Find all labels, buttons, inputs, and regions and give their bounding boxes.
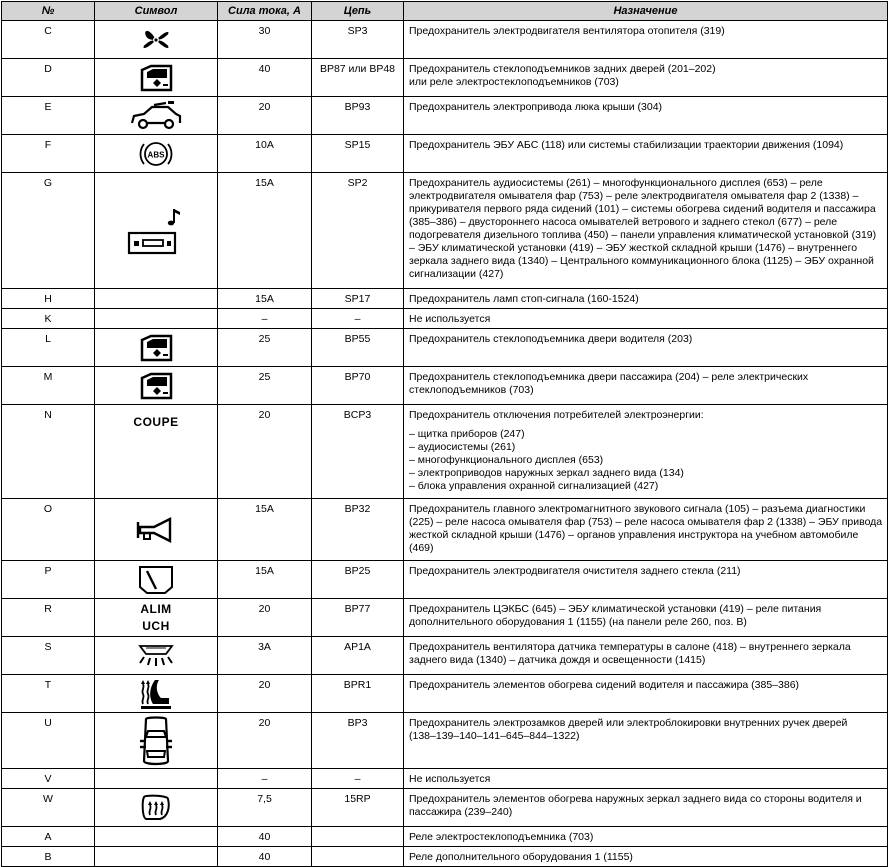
fuse-purpose <box>404 173 888 289</box>
fuse-id: S <box>2 637 95 675</box>
purpose-list-item: – многофункционального дисплея (653) <box>409 454 604 466</box>
fuse-amps: 40 <box>218 847 312 867</box>
fuse-id: F <box>2 135 95 173</box>
fuse-amps: 20 <box>218 675 312 713</box>
fuse-circuit <box>312 827 404 847</box>
purpose-line: Предохранитель ЦЭКБС (645) – ЭБУ климатической установки (419) – реле питания дополнительного оборудования 1 (1155) (на панели реле 260, поз. B) <box>409 603 822 628</box>
fuse-id: V <box>2 769 95 789</box>
fuse-amps: 15A <box>218 289 312 309</box>
fuse-amps: 7,5 <box>218 789 312 827</box>
fuse-symbol <box>95 329 218 367</box>
fuse-purpose <box>404 329 888 367</box>
fuse-symbol <box>95 21 218 59</box>
fuse-amps: 20 <box>218 713 312 769</box>
table-row <box>2 499 888 561</box>
table-row <box>2 329 888 367</box>
table-row <box>2 21 888 59</box>
fuse-id: T <box>2 675 95 713</box>
fuse-id: O <box>2 499 95 561</box>
table-row <box>2 769 888 789</box>
fuse-amps: 15A <box>218 173 312 289</box>
fuse-amps: – <box>218 309 312 329</box>
fuse-table <box>1 1 888 867</box>
interior-light-icon <box>136 649 176 661</box>
fuse-amps: 15A <box>218 561 312 599</box>
purpose-line: Предохранитель вентилятора датчика температуры в салоне (418) – внутреннего зеркала заднего вида (1340) – датчика дождя и освещенности (1415) <box>409 641 851 666</box>
fuse-amps: 3A <box>218 637 312 675</box>
fuse-circuit: 15RP <box>312 789 404 827</box>
fuse-purpose <box>404 309 888 329</box>
fuse-purpose <box>404 59 888 97</box>
header-circuit: Цепь <box>312 2 404 21</box>
fuse-amps: 10A <box>218 135 312 173</box>
purpose-line: Реле электростеклоподъемника (703) <box>409 831 594 843</box>
heated-seat-icon <box>139 687 173 699</box>
fuse-circuit: BP77 <box>312 599 404 637</box>
fuse-symbol <box>95 173 218 289</box>
fuse-id: K <box>2 309 95 329</box>
svg-text:ABS: ABS <box>147 150 165 159</box>
fuse-symbol <box>95 827 218 847</box>
fuse-circuit: BCP3 <box>312 405 404 499</box>
header-num: № <box>2 2 95 21</box>
window-lift-icon <box>139 379 173 391</box>
symbol-text: COUPE <box>133 415 179 429</box>
table-row <box>2 599 888 637</box>
fuse-circuit: SP15 <box>312 135 404 173</box>
window-lift-icon <box>139 341 173 353</box>
table-row <box>2 173 888 289</box>
fuse-circuit: BP70 <box>312 367 404 405</box>
fuse-symbol <box>95 135 218 173</box>
fuse-id: G <box>2 173 95 289</box>
fuse-symbol <box>95 405 218 499</box>
fuse-symbol <box>95 289 218 309</box>
fuse-circuit: SP3 <box>312 21 404 59</box>
fuse-amps: 20 <box>218 599 312 637</box>
purpose-line: Предохранитель электродвигателя вентилятора отопителя (319) <box>409 25 725 37</box>
fuse-id: H <box>2 289 95 309</box>
table-row <box>2 713 888 769</box>
heated-mirror-icon <box>138 801 174 813</box>
fuse-symbol <box>95 309 218 329</box>
purpose-line: Предохранитель ламп стоп-сигнала (160-1524) <box>409 293 639 305</box>
fuse-symbol <box>95 97 218 135</box>
purpose-line: Предохранитель ЭБУ АБС (118) или системы стабилизации траектории движения (1094) <box>409 139 844 151</box>
audio-icon <box>127 224 185 236</box>
fuse-symbol <box>95 675 218 713</box>
purpose-line: Предохранитель элементов обогрева наружных зеркал заднего вида со стороны водителя и пассажира (239–240) <box>409 793 862 818</box>
abs-icon <box>138 147 174 159</box>
fuse-id: E <box>2 97 95 135</box>
fuse-circuit: – <box>312 309 404 329</box>
fuse-purpose <box>404 789 888 827</box>
fuse-circuit: BP55 <box>312 329 404 367</box>
fuse-purpose <box>404 405 888 499</box>
fuse-symbol <box>95 59 218 97</box>
fuse-circuit: SP17 <box>312 289 404 309</box>
purpose-line: Предохранитель аудиосистемы (261) – многофункционального дисплея (653) – реле электродвигателя омывателя фар (753) – реле электродвигателя омывателя фар 2 (1338) – прикуривателя первого ряда сидений (101) – системы обогрева сидений водителя и пассажира (385–386) – двустороннего насоса омывателей ветрового и заднего стекол (677) – реле подогревателя дизельного топлива (450) – панели управления климатической установкой (319) – ЭБУ климатической установки (419) – ЭБУ жесткой складной крыши (1476) – внутреннего зеркала заднего вида (1340) – Центрального коммуникационного блока (1125) – ЭБУ охранной сигнализации (427) <box>409 177 877 280</box>
fuse-symbol <box>95 637 218 675</box>
table-row <box>2 405 888 499</box>
table-row <box>2 135 888 173</box>
fuse-id: C <box>2 21 95 59</box>
fuse-circuit: BPR1 <box>312 675 404 713</box>
purpose-list-item: – электроприводов наружных зеркал заднего вида (134) <box>409 467 684 479</box>
fuse-id: W <box>2 789 95 827</box>
purpose-line: Предохранитель стеклоподъемника двери пассажира (204) – реле электрических стеклоподъемников (703) <box>409 371 809 396</box>
fuse-id: L <box>2 329 95 367</box>
purpose-line: (138–139–140–141–645–844–1322) <box>409 730 580 742</box>
sunroof-icon <box>128 109 184 121</box>
fuse-id: A <box>2 827 95 847</box>
purpose-line: или реле электростеклоподъемников (703) <box>409 76 619 88</box>
table-row <box>2 289 888 309</box>
fuse-purpose <box>404 499 888 561</box>
table-row <box>2 59 888 97</box>
header-purpose: Назначение <box>404 2 888 21</box>
header-row <box>2 2 888 21</box>
fuse-circuit: BP32 <box>312 499 404 561</box>
window-lift-icon <box>139 71 173 83</box>
fuse-id: B <box>2 847 95 867</box>
header-amps: Сила тока, А <box>218 2 312 21</box>
purpose-line: Предохранитель стеклоподъемника двери водителя (203) <box>409 333 693 345</box>
purpose-line: Предохранитель электропривода люка крыши (304) <box>409 101 663 113</box>
fuse-purpose <box>404 713 888 769</box>
purpose-line: Не используется <box>409 313 491 325</box>
fan-icon <box>139 33 173 45</box>
fuse-amps: 40 <box>218 827 312 847</box>
fuse-amps: 20 <box>218 405 312 499</box>
fuse-amps: 15A <box>218 499 312 561</box>
fuse-circuit: AP1A <box>312 637 404 675</box>
fuse-purpose <box>404 561 888 599</box>
fuse-circuit: BP93 <box>312 97 404 135</box>
fuse-id: N <box>2 405 95 499</box>
door-lock-icon <box>138 734 174 746</box>
fuse-purpose <box>404 21 888 59</box>
rear-wiper-icon <box>137 573 175 585</box>
fuse-circuit: – <box>312 769 404 789</box>
fuse-purpose <box>404 769 888 789</box>
fuse-id: P <box>2 561 95 599</box>
fuse-amps: 20 <box>218 97 312 135</box>
fuse-amps: 25 <box>218 329 312 367</box>
table-row <box>2 97 888 135</box>
fuse-symbol <box>95 713 218 769</box>
fuse-symbol <box>95 499 218 561</box>
fuse-id: D <box>2 59 95 97</box>
fuse-amps: – <box>218 769 312 789</box>
fuse-purpose <box>404 367 888 405</box>
fuse-symbol <box>95 789 218 827</box>
symbol-text: ALIM UCH <box>140 601 172 633</box>
fuse-symbol <box>95 769 218 789</box>
fuse-purpose <box>404 289 888 309</box>
fuse-id: U <box>2 713 95 769</box>
fuse-purpose <box>404 637 888 675</box>
fuse-amps: 25 <box>218 367 312 405</box>
fuse-purpose <box>404 675 888 713</box>
table-row <box>2 367 888 405</box>
header-symbol: Символ <box>95 2 218 21</box>
fuse-purpose <box>404 827 888 847</box>
purpose-line: Предохранитель элементов обогрева сидений водителя и пассажира (385–386) <box>409 679 800 691</box>
purpose-line: Реле дополнительного оборудования 1 (1155) <box>409 851 633 863</box>
fuse-id: R <box>2 599 95 637</box>
table-row <box>2 309 888 329</box>
table-row <box>2 637 888 675</box>
fuse-circuit: BP25 <box>312 561 404 599</box>
purpose-list-item: – щитка приборов (247) <box>409 428 525 440</box>
purpose-line: Предохранитель электрозамков дверей или электроблокировки внутренних ручек дверей <box>409 717 848 729</box>
fuse-amps: 40 <box>218 59 312 97</box>
purpose-line: Предохранитель стеклоподъемников задних дверей (201–202) <box>409 63 716 75</box>
fuse-symbol <box>95 561 218 599</box>
fuse-purpose <box>404 599 888 637</box>
fuse-id: M <box>2 367 95 405</box>
fuse-symbol <box>95 367 218 405</box>
table-row <box>2 561 888 599</box>
fuse-circuit: BP87 или BP48 <box>312 59 404 97</box>
table-row <box>2 789 888 827</box>
purpose-list-item: – блока управления охранной сигнализацией (427) <box>409 480 659 492</box>
fuse-symbol <box>95 599 218 637</box>
fuse-circuit: SP2 <box>312 173 404 289</box>
purpose-line: Предохранитель главного электромагнитного звукового сигнала (105) – разъема диагностики (225) – реле насоса омывателя фар (753) – реле насоса омывателя фар 2 (1338) – ЭБУ привода жесткой складной крыши (1476) – органов управления инструктора на учебном автомобиле (469) <box>409 503 883 554</box>
purpose-line: Не используется <box>409 773 491 785</box>
fuse-circuit: BP3 <box>312 713 404 769</box>
horn-icon <box>134 523 178 535</box>
table-row <box>2 827 888 847</box>
fuse-purpose <box>404 97 888 135</box>
fuse-amps: 30 <box>218 21 312 59</box>
purpose-list-item: – аудиосистемы (261) <box>409 441 516 453</box>
purpose-line: Предохранитель электродвигателя очистителя заднего стекла (211) <box>409 565 741 577</box>
purpose-line: Предохранитель отключения потребителей электроэнергии: <box>409 409 704 421</box>
table-row <box>2 675 888 713</box>
fuse-purpose <box>404 135 888 173</box>
